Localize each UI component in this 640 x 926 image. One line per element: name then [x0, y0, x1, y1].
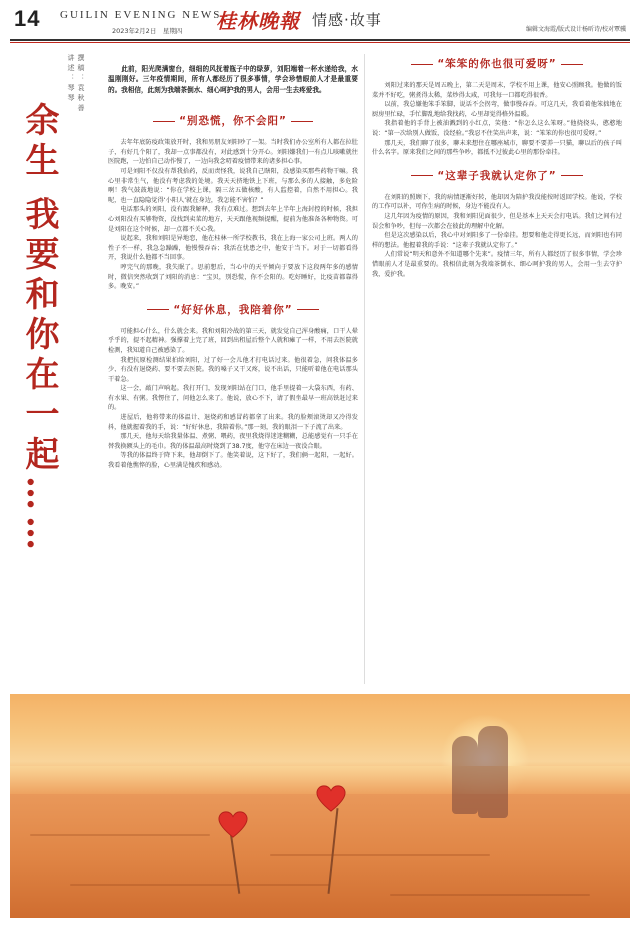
heart-icon	[316, 784, 346, 814]
subheading-2: “好好休息，我陪着你”	[108, 302, 358, 317]
paragraph: 这几年因为疫情的原因，我和刘阳见面很少，但是基本上天天会打电话。我们之间有过误会和争吵，但每一次都会在彼此的理解中化解。	[372, 212, 622, 230]
sand-ripple	[270, 854, 490, 856]
paragraph: 那几天，他每天给我量体温、煮粥、喂药，夜里我烧得迷迷糊糊，总能感觉有一只手在替我换额头上的毛巾。我的体温最高时烧到了38.7度，他守在床边一夜没合眼。	[108, 433, 358, 450]
paragraph: 去年年底防疫政策放开时，我和男朋友刘阳吵了一架。当时我们办公室所有人都在拉肚子，有好几个阳了，我却一点事都没有，对此感到十分开心。刘阳嫌我们一有点儿咳嗽就往医院跑，一边怕自己动作慢了，一边向我念叨着疫情带来的诸多担心事。	[108, 139, 358, 166]
byline-narrator: 讲述：琴琴	[67, 54, 75, 104]
beach-sunset-photo	[10, 694, 630, 918]
paragraph: 那几天，我们聊了很多，聊未来想住在哪座城市，聊要不要养一只猫，聊以后的孩子叫什么名字。原来我们之间的那些争吵，都抵不过彼此心里的那份牵挂。	[372, 139, 622, 157]
headline-line-2: 我要和你在一起……	[19, 196, 59, 556]
paragraph: 在刘阳的照顾下，我的病情逐渐好转，他却因为陪护我没能按时返回学校。他说，学校的工作可以补，可你生病的时候，身边不能没有人。	[372, 193, 622, 211]
paragraph: 但是这次感染以后，我心中对刘阳多了一份牵挂。想要和他走得更长远，而刘阳也有同样的想法。他握着我的手说：“这辈子我就认定你了。”	[372, 232, 622, 249]
paragraph: 这一会，敲门声响起。我打开门，发现刘阳站在门口，他手里提着一大袋东西，有药、有水果、有粥。我愣住了，问他怎么来了。他说，放心不下，请了假坐最早一班高铁赶过来的。	[108, 385, 358, 412]
figure-man	[478, 726, 508, 818]
paper-name-en: GUILIN EVENING NEWS	[60, 9, 222, 21]
sand-ripple	[70, 884, 330, 886]
paragraph: 电话那头的刘阳，没有跟我解释，我有点难过。想到去年上半年上海封控的时候，我担心刘阳没有买够物资，没找到卖菜的地方，天天跟他视频提醒，提前为他准备各种物资。可是刘阳在这个时候，却一点都不关心我。	[108, 206, 358, 233]
date-line: 2023年2月2日 星期四	[112, 27, 183, 35]
paragraph: 哼完气的那晚，我失眠了。思前想后，当心中的天平倾向于要放下这段两年多的感情时，微信突然收到了刘阳的消息：“宝贝，别恐慌，你不会阳的。吃好睡好，比疫苗都靠得多。晚安。”	[108, 263, 358, 291]
article-intro: 此前，阳光爬满窗台，细细的风抚着瓶子中的绿萝，刘阳端着一杯水递给我，水温刚刚好。三年疫情期间，所有人都经历了很多事情，学会珍惜眼前人才是最重要的。我相信，此刻为我端茶倒水、细心呵护我的男人，会用一生去疼爱我。	[108, 65, 358, 94]
section-title: 情感·故事	[312, 11, 382, 29]
column-divider	[364, 54, 365, 684]
paragraph: 刘阳过来的那天是周五晚上，第二天是周末，学校不用上课，他安心照顾我。他做的饭菜并不好吃，粥煮得太稀，菜炒得太咸，可我每一口都吃得很香。	[372, 82, 622, 99]
paragraph: 人们常说“明天和意外不知道哪个先来”。疫情三年，所有人都经历了很多事情，学会珍惜眼前人才是最重要的。我相信此刻为我端茶倒水、细心呵护我的男人，会用一生去守护我，爱护我。	[372, 251, 622, 278]
headline	[16, 102, 62, 556]
paragraph: 可能担心什么，什么就会来。我和刘阳冷战的第三天，就发觉自己浑身酸痛，口干人晕乎乎的，提不起精神。强撑着上完了班，回到出租屋后整个人就和瘫了一样，不用去医院就检测，我知道自己被感染了。	[108, 327, 358, 354]
subheading-4: “这辈子我就认定你了”	[372, 168, 622, 183]
headline-line-1: 余生	[19, 102, 59, 182]
paragraph: 我指着他的手背上被油溅到的小红点，笑他：“你怎么这么笨呀。”他挠挠头，憨憨地说：“第一次给别人做饭，没经验。”我忍不住笑出声来，说：“笨笨的你也很可爱呀。”	[372, 120, 622, 137]
editor-credits: 编辑文海霞/版式设计杨昕诗/校对覃骥	[525, 26, 626, 33]
paragraph: 等我的体温终于降下来，他却倒下了。他笑着说，这下好了，我们俩一起阳，一起好。我看着他憔悴的脸，心里满是愧疚和感动。	[108, 452, 358, 470]
masthead-rule	[10, 39, 630, 41]
paragraph: 说起来，我和刘阳是异地恋，他在桂林一所学校教书，我在上海一家公司上班。两人的性子不一样，我急急躁躁，他慢慢吞吞；我活在忧患之中，他安于当下。对于一切都看得开，我说什么他都不当回事。	[108, 235, 358, 262]
byline-writer: 撰稿：袁秋善	[77, 54, 85, 114]
headline-column	[14, 48, 94, 688]
sand-ripple	[30, 834, 210, 836]
article-body	[96, 48, 626, 688]
masthead-accent-rule	[10, 42, 630, 43]
paragraph: 我把抗原检测结果拍给刘阳，过了好一会儿他才打电话过来。他很着急，问我体温多少、有没有退烧药、要不要去医院。我的嗓子又干又疼，说不出话，只能听着他在电话那头干着急。	[108, 356, 358, 383]
subheading-3: “笨笨的你也很可爱呀”	[372, 56, 622, 71]
subheading-1: “别恐慌，你不会阳”	[108, 113, 358, 128]
paragraph: 进屋后，他将带来的体温计、退烧药和感冒药都拿了出来。我的脸颊滚烫却又冷得发抖，他就握着我的手，说：“好好休息，我陪着你。”那一刻，我的眼泪一下子流了出来。	[108, 414, 358, 431]
page-number: 14	[14, 6, 41, 31]
paragraph: 以前，我总嫌他笨手笨脚，说话不会拐弯，做事慢吞吞。可这几天，我看着他笨拙地在厨房里忙碌，手忙脚乱地给我找药，心里却觉得格外温暖。	[372, 101, 622, 118]
paper-logo: 桂林晚報	[216, 9, 300, 33]
sand-ripple	[390, 894, 590, 896]
column-right	[372, 48, 622, 688]
couple-silhouette	[428, 722, 538, 832]
paragraph: 可是刘阳不仅没有帮我拾药，反而责怪我，说我自己瞎阳，没感染买那些药物干嘛。我心里非常生气，他没有考虑我的处境。我天天挤地铁上下班，与那么多的人接触，多危险啊！我气鼓鼓地说：“你在学校上课，隔三岔五做核酸，有人监控着，自然不用担心。我呢，也一直隐隐觉得‘小阳人’就在身边，我怎能不害怕？”	[108, 168, 358, 204]
heart-icon	[218, 810, 248, 840]
column-left	[108, 48, 358, 688]
figure-woman	[452, 736, 478, 814]
masthead	[0, 0, 640, 40]
